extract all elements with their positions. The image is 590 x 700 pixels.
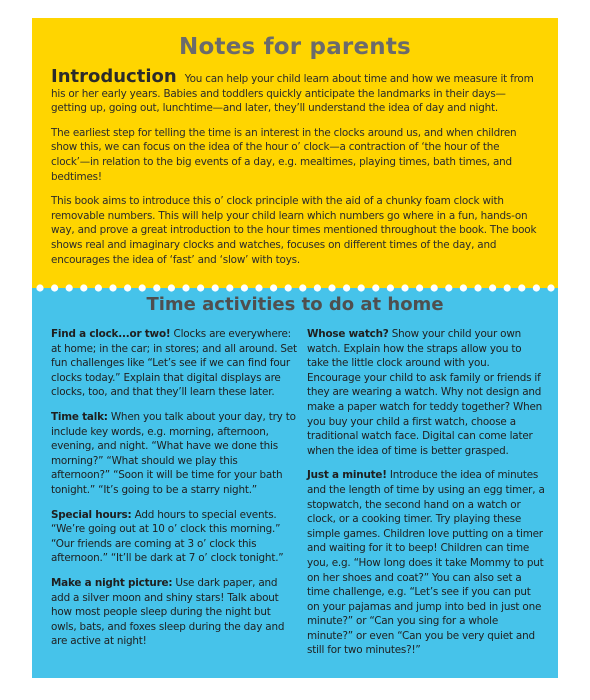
divider-dot [212,284,219,291]
activity-text: When you talk about your day, try to include key words, e.g. morning, afternoon, evening, and night. “What have we done this morning?” “What should we play this afternoon?” “Soon it will be time for your bath tonight.” “It’s going to be a starry night.” [51,410,296,496]
activity-whose-watch [307,327,545,458]
intro-paragraph [51,66,539,116]
introduction-section [51,66,539,277]
divider-dot [358,284,365,291]
notes-page [32,18,558,678]
divider-dot [474,284,481,291]
divider-dot [387,284,394,291]
activity-special-hours [51,508,299,566]
introduction-heading: Introduction [51,66,177,87]
activities-right-column [307,327,545,668]
divider-dot [66,284,73,291]
page-title: Notes for parents [179,34,411,60]
activity-heading: Special hours: [51,508,132,521]
divider-dot [285,284,292,291]
divider-dot [255,284,262,291]
divider-dot [168,284,175,291]
activity-text: Add hours to special events. “We’re going out at 10 o’ clock this morning.” “Our friends are coming at 3 o’ clock this afternoon.” “It’ll be dark at 7 o’ clock tonight.” [51,508,284,565]
divider-dot [460,284,467,291]
divider-dot [80,284,87,291]
divider-dot [36,284,43,291]
activity-text: Show your child your own watch. Explain how the straps allow you to take the little clock around with you. Encourage your child to ask family or friends if they are wearing a watch. Why not design and make a paper watch for teddy together? When you buy your child a first watch, choose a traditional watch face. Digital can come later when the idea of time is better grasped. [307,328,543,457]
divider-dot [51,284,58,291]
activity-just-a-minute [307,468,545,658]
activity-text: Use dark paper, and add a silver moon and shiny stars! Talk about how most people sleep during the night but owls, bats, and foxes sleep during the day and are active at night! [51,576,285,648]
divider-dot [109,284,116,291]
divider-dot [314,284,321,291]
divider-dot [372,284,379,291]
intro-paragraph: The earliest step for telling the time is an interest in the clocks around us, and when children show this, we can focus on the idea of the hour o’ clock—a contraction of ‘the hour of the clock’—in relation to the big events of a day, e.g. mealtimes, playing times, bath times, and bedtimes! [51,126,517,183]
activity-heading: Just a minute! [307,469,387,482]
divider-dot [153,284,160,291]
intro-paragraph: This book aims to introduce this o’ clock principle with the aid of a chunky foam clock with removable numbers. This will help your child learn which numbers go where in a fun, hands-on way, and prove a great introduction to the hour times mentioned throughout the book. The book shows real and imaginary clocks and watches, focuses on different times of the day, and encourages the idea of ‘fast’ and ‘slow’ with toys. [51,195,537,266]
activity-heading: Make a night picture: [51,576,173,589]
divider-dot [504,284,511,291]
divider-dot [270,284,277,291]
activity-heading: Time talk: [51,410,108,423]
divider-dot [431,284,438,291]
divider-dot [445,284,452,291]
activities-title: Time activities to do at home [146,294,444,315]
divider-dot [241,284,248,291]
activity-text: Introduce the idea of minutes and the length of time by using an egg timer, a stopwatch, the second hand on a watch or clock, or a cooking timer. Try playing these simple games. Children love putting on a timer and waiting for it to beep! Children can time you, e.g. “How long does it take Mommy to put on her shoes and coat?” You can also set a time challenge, e.g. “Let’s see if you can put on your pajamas and jump into bed in just one minute?” or “Can you sing for a whole minute?” or even “Can you be very quiet and still for two minutes?!” [307,469,545,657]
divider-dot [489,284,496,291]
activity-night-picture [51,576,299,649]
divider-dot [328,284,335,291]
activity-text: Clocks are everywhere: at home; in the car; in stores; and all around. Set fun challenges like “Let’s see if we can find four clocks today.” Explain that digital displays are clocks, too, and that they’ll learn these later. [51,328,297,399]
divider-dot [226,284,233,291]
divider-dot [547,284,554,291]
divider-dot [197,284,204,291]
divider-dot [124,284,131,291]
divider-dot [518,284,525,291]
activity-time-talk [51,410,299,498]
activities-left-column [51,327,299,659]
divider-dot [95,284,102,291]
activity-heading: Whose watch? [307,328,389,340]
divider-dot [416,284,423,291]
divider-dot [343,284,350,291]
intro-paragraph-text: You can help your child learn about time and how we measure it from his or her early years. Babies and toddlers quickly anticipate the landmarks in their days—getting up, going out, lunchtime—and later, they’ll understand the idea of day and night. [51,73,534,115]
divider-dot [299,284,306,291]
divider-dot [533,284,540,291]
divider-dot [139,284,146,291]
divider-dot [401,284,408,291]
divider-dot [182,284,189,291]
activity-find-a-clock [51,327,299,400]
activity-heading: Find a clock...or two! [51,328,171,340]
